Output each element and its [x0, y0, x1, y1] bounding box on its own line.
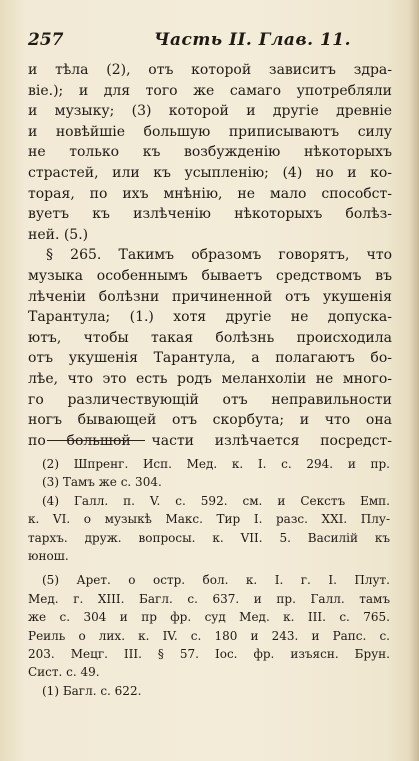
- footnote-line: 203. Мецг. III. § 57. Іос. фр. изъясн. Брун.: [28, 646, 390, 661]
- paragraph-start-line: § 265. Такимъ образомъ говорятъ, что: [46, 247, 392, 264]
- footnote-line: Реиль о лих. к. IV. с. 180 и 243. и Рапс. с.: [28, 628, 390, 643]
- page-number: 257: [28, 30, 64, 50]
- footnote-line: к. VI. о музыкѣ Макс. Тир I. разс. XXI. Плу-: [28, 512, 390, 527]
- text-line: Тарантула; (1.) хотя другіе не допуска-: [28, 309, 392, 326]
- main-text: [28, 60, 392, 451]
- footnote-line: (4) Галл. п. V. с. 592. см. и Секстъ Емп.: [42, 493, 390, 508]
- text-line: ногъ бывающей отъ скорбута; и что она: [28, 412, 392, 429]
- text-line: по большой части излѣчается посредст-: [28, 432, 392, 449]
- footnote-line: юнош.: [28, 548, 69, 563]
- footnote-line: Сист. с. 49.: [28, 665, 100, 680]
- text-line: віе.); и для того же самаго употребляли: [28, 82, 392, 99]
- text-line: лѣченіи болѣзни причиненной отъ укушенія: [28, 288, 392, 305]
- footnote-line: Мед. г. XIII. Багл. с. 637. и пр. Галл. тамъ: [28, 591, 390, 606]
- page-edge-shadow: [409, 0, 419, 761]
- text-line: музыка особеннымъ бываетъ средствомъ въ: [28, 267, 392, 284]
- text-line: торая, по ихъ мнѣнію, не мало способст-: [28, 185, 392, 202]
- text-line: отъ укушенія Тарантула, а полагаютъ бо-: [28, 350, 392, 367]
- footnote-divider: [47, 440, 145, 441]
- footnote-line: (1) Багл. с. 622.: [42, 683, 142, 698]
- text-line: го различествующій отъ неправильности: [28, 391, 392, 408]
- footnote-line: (2) Шпренг. Исп. Мед. к. I. с. 294. и пр.: [42, 457, 390, 471]
- text-line: ютъ, чтобы такая болѣзнь происходила: [28, 329, 392, 346]
- footnotes: [28, 455, 390, 700]
- running-title: Часть II. Глав. 11.: [154, 30, 352, 50]
- footnote-line: (5) Арет. о остр. бол. к. I. г. I. Плут.: [42, 573, 390, 588]
- text-line: не только къ возбужденію нѣкоторыхъ: [28, 144, 392, 161]
- text-line: лѣе, что это есть родъ меланхоліи не много-: [28, 370, 392, 387]
- text-line: и новѣйшіе большую приписываютъ силу: [28, 123, 392, 140]
- text-line: вуетъ къ излѣченію нѣкоторыхъ болѣз-: [28, 206, 392, 223]
- text-line: и тѣла (2), отъ которой зависитъ здра-: [28, 62, 392, 78]
- footnote-line: же с. 304 и пр фр. суд Мед. к. III. с. 765.: [28, 610, 390, 625]
- text-line: страстей, или къ усыпленію; (4) но и ко-: [28, 164, 392, 181]
- footnote-line: тархъ. друж. вопросы. к. VII. 5. Василій къ: [28, 530, 390, 545]
- text-line: ней. (5.): [28, 226, 89, 243]
- text-line: и музыку; (3) которой и другіе древніе: [28, 103, 392, 120]
- page-header: [28, 30, 397, 52]
- footnote-line: (3) Тамъ же с. 304.: [42, 475, 162, 490]
